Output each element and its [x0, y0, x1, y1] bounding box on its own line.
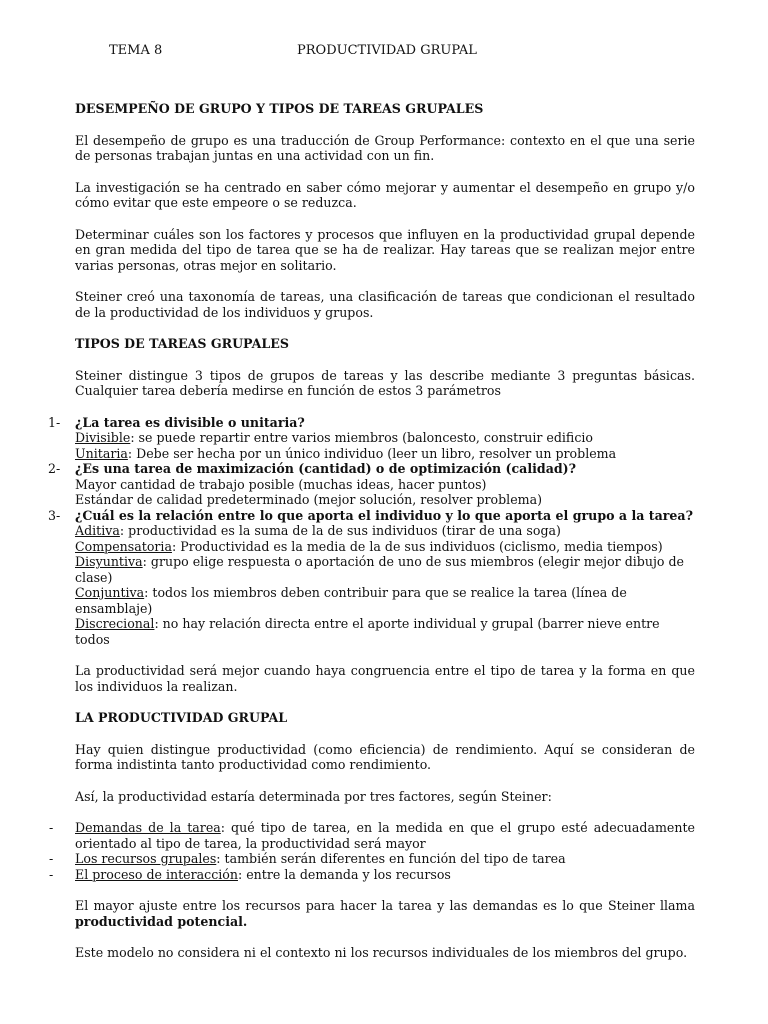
header-title: PRODUCTIVIDAD GRUPAL	[297, 43, 477, 58]
paragraph: Steiner creó una taxonomía de tareas, una clasificación de tareas que condicionan el resultado de la productividad de los individuos y grupos.	[75, 289, 695, 320]
answer-line	[75, 430, 695, 446]
list-item	[48, 507, 695, 648]
term: Demandas de la tarea	[75, 820, 221, 835]
paragraph: La investigación se ha centrado en saber cómo mejorar y aumentar el desempeño en grupo y/o cómo evitar que este empeore o se reduzca.	[75, 179, 695, 210]
term: Conjuntiva	[75, 585, 145, 600]
term: Compensatoria	[75, 538, 172, 554]
section-heading-desempeno: DESEMPEÑO DE GRUPO Y TIPOS DE TAREAS GRUPALES	[75, 101, 484, 116]
page-header	[0, 43, 768, 61]
term: Divisible	[75, 430, 131, 445]
paragraph: Steiner distingue 3 tipos de grupos de tareas y las describe mediante 3 preguntas básicas. Cualquier tarea debería medirse en función de estos 3 parámetros	[75, 367, 695, 398]
bullet-dash: -	[49, 866, 54, 882]
paragraph: La productividad será mejor cuando haya congruencia entre el tipo de tarea y la forma en que los individuos la realizan.	[75, 663, 695, 694]
definition: : no hay relación directa entre el aporte individual y grupal (barrer nieve entre todos	[75, 616, 660, 647]
answer-line	[75, 539, 695, 555]
term: Discrecional	[75, 616, 155, 631]
bullet-dash: -	[49, 820, 54, 835]
bullet-dash: -	[49, 851, 54, 866]
term: Los recursos grupales	[75, 851, 217, 866]
question-text: ¿La tarea es divisible o unitaria?	[75, 414, 305, 430]
list-number: 1-	[48, 414, 61, 430]
list-item	[49, 851, 695, 867]
definition: : entre la demanda y los recursos	[237, 866, 451, 882]
factor-list	[49, 820, 695, 882]
term: Unitaria	[75, 445, 128, 461]
answer-line	[75, 554, 695, 585]
list-item	[49, 820, 695, 851]
answer-line	[75, 446, 695, 462]
definition: : también serán diferentes en función del tipo de tarea	[216, 851, 566, 866]
term: Disyuntiva	[75, 554, 143, 569]
definition: : todos los miembros deben contribuir para que se realice la tarea (línea de ensamblaje)	[75, 585, 627, 616]
paragraph: Determinar cuáles son los factores y procesos que influyen en la productividad grupal depende en gran medida del tipo de tarea que se ha de realizar. Hay tareas que se realizan mejor entre varias personas, otras mejor en solitario.	[75, 226, 695, 273]
definition: : Productividad es la media de la de sus individuos (ciclismo, media tiempos)	[171, 538, 663, 554]
key-term: productividad potencial.	[75, 913, 248, 929]
definition: : grupo elige respuesta o aportación de uno de sus miembros (elegir mejor dibujo de clase)	[75, 554, 684, 585]
list-number: 3-	[48, 507, 61, 523]
list-item	[48, 414, 695, 462]
paragraph-text: El mayor ajuste entre los recursos para hacer la tarea y las demandas es lo que Steiner llama	[75, 898, 695, 913]
paragraph: Así, la productividad estaría determinada por tres factores, según Steiner:	[75, 788, 552, 804]
definition: : Debe ser hecha por un único individuo (leer un libro, resolver un problema	[127, 445, 617, 461]
answer-line: Mayor cantidad de trabajo posible (muchas ideas, hacer puntos)	[75, 476, 487, 492]
question-list	[48, 414, 695, 648]
paragraph: Hay quien distingue productividad (como eficiencia) de rendimiento. Aquí se consideran de forma indistinta tanto productividad como rendimiento.	[75, 741, 695, 772]
definition: : productividad es la suma de la de sus individuos (tirar de una soga)	[119, 523, 561, 538]
paragraph: El desempeño de grupo es una traducción de Group Performance: contexto en el que una serie de personas trabajan juntas en una actividad con un fin.	[75, 132, 695, 163]
term: Aditiva	[75, 523, 120, 538]
question-text: ¿Es una tarea de maximización (cantidad) o de optimización (calidad)?	[75, 461, 577, 476]
paragraph: Este modelo no considera ni el contexto ni los recursos individuales de los miembros del grupo.	[75, 945, 688, 960]
term: El proceso de interacción	[75, 866, 238, 882]
answer-line	[75, 523, 695, 539]
answer-line	[75, 616, 695, 647]
definition: : qué tipo de tarea, en la medida en que el grupo esté adecuadamente orientado al tipo de tarea, la productividad será mayor	[75, 820, 695, 851]
section-heading-tipos: TIPOS DE TAREAS GRUPALES	[75, 336, 289, 351]
paragraph	[75, 898, 695, 929]
list-item	[48, 461, 695, 508]
answer-line	[75, 585, 695, 616]
list-number: 2-	[48, 461, 61, 476]
question-text: ¿Cuál es la relación entre lo que aporta el individuo y lo que aporta el grupo a la tarea?	[75, 507, 693, 523]
answer-line: Estándar de calidad predeterminado (mejor solución, resolver problema)	[75, 492, 543, 507]
header-topic: TEMA 8	[109, 43, 163, 58]
section-heading-productividad: LA PRODUCTIVIDAD GRUPAL	[75, 710, 288, 725]
document-body	[48, 101, 695, 961]
list-item	[49, 866, 695, 883]
definition: : se puede repartir entre varios miembros (baloncesto, construir edificio	[130, 430, 593, 445]
